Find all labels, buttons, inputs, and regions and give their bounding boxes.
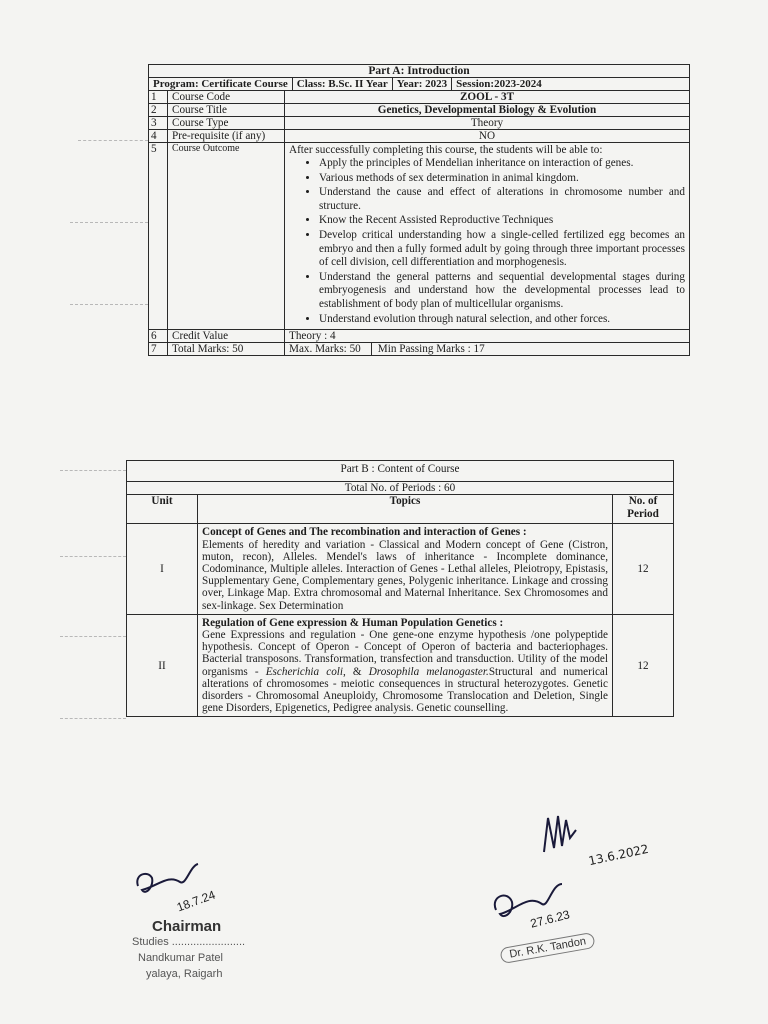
part-b-table [126,460,674,717]
credit-value: Theory : 4 [285,330,690,343]
unit-row [127,614,674,717]
max-marks: Max. Marks: 50 [289,343,361,356]
row-total-marks [149,343,690,356]
outcome-item: • Develop critical understanding how a single-celled fertilized egg becomes an embryo and then a fully formed adult by going through three important processes of cell division, cell differentiation and morphogenesis. [319,229,685,270]
row-number: 1 [149,91,168,104]
unit-topics [198,524,613,614]
unit-heading: Regulation of Gene expression & Human Population Genetics : [202,616,504,629]
outcome-item: • Know the Recent Assisted Reproductive Techniques [319,214,685,228]
row-prerequisite [149,130,690,143]
outcome-item: • Various methods of sex determination in animal kingdom. [319,172,685,186]
outcome-list [289,157,685,326]
row-number: 6 [149,330,168,343]
row-number: 2 [149,104,168,117]
period-header: No. of Period [613,495,674,524]
course-outcome-value [285,143,690,330]
row-label: Course Type [168,117,285,130]
total-periods: Total No. of Periods : 60 [127,482,674,495]
signature-bottom-left [128,856,218,916]
row-number: 3 [149,117,168,130]
outcome-item: • Understand the general patterns and sequential developmental stages during embryogenesis and understand how the developmental processes lead to establishment of body plan of multicellular organisms. [319,271,685,312]
unit-body: Elements of heredity and variation - Classical and Modern concept of Gene (Cistron, muton, recon), Alleles. Mendel's laws of inheritance - Incomplete dominance, Codominance, Multiple alleles. Interaction of Genes - Lethal alleles, Pleiotropy, Epistasis, Supplementary Gene, Complementary genes, Polygenic inheritance. Linkage and crossing over, Linkage Map. Extra chromosomal and Maternal Inheritance. Sex Chromosomes and sex-linkage. Sex Determination [202,538,608,612]
part-a-table [148,64,690,356]
row-number: 7 [149,343,168,356]
row-course-outcome [149,143,690,330]
species-name: Escherichia coli [265,665,344,678]
unit-topics [198,614,613,717]
chairman-line: Studies ........................ [132,936,246,948]
unit-number: II [127,614,198,717]
chairman-line: yalaya, Raigarh [146,968,223,980]
program-label: Program: Certificate Course [149,78,293,90]
unit-body-text: Gene Expressions and regulation - One gene-one enzyme hypothesis /one polypeptide hypothesis. Concept of Operon - Concept of Operon of bacteria and bacteriophages. Bacterial transposons. Transformation, transfection and transduction. Utility of the model organisms - [202,629,608,678]
unit-header: Unit [127,495,198,524]
chairman-title: Chairman [152,918,222,935]
unit-periods: 12 [613,614,674,717]
official-stamp: Dr. R.K. Tandon [499,932,596,964]
part-b-title: Part B : Content of Course [127,461,674,482]
row-number: 5 [149,143,168,330]
row-course-code [149,91,690,104]
session-label: Session:2023-2024 [456,78,542,90]
row-label: Credit Value [168,330,285,343]
outcome-item: • Apply the principles of Mendelian inheritance on interaction of genes. [319,157,685,171]
unit-body-text: , & [343,665,369,678]
scan-artifact [60,470,126,472]
marks-value [285,343,690,356]
species-name: Drosophila melanogaster. [368,665,489,678]
row-label: Total Marks: 50 [168,343,285,356]
signature-date: 13.6.2022 [587,841,650,869]
row-course-title [149,104,690,117]
outcome-item: • Understand evolution through natural selection, and other forces. [319,313,685,327]
course-code-value: ZOOL - 3T [285,91,690,104]
topics-header: Topics [198,495,613,524]
scan-artifact [78,140,148,142]
row-label: Course Code [168,91,285,104]
scan-artifact [60,718,126,720]
program-row [149,78,690,91]
signature-date: 27.6.23 [528,907,572,931]
prerequisite-value: NO [285,130,690,143]
unit-body [202,629,608,714]
unit-number: I [127,524,198,614]
scan-artifact [70,222,148,224]
unit-heading: Concept of Genes and The recombination and interaction of Genes : [202,526,527,539]
year-label: Year: 2023 [393,78,452,90]
scan-artifact [60,636,126,638]
row-label: Pre-requisite (if any) [168,130,285,143]
row-credit-value [149,330,690,343]
part-a-title: Part A: Introduction [149,65,690,78]
min-passing-marks: Min Passing Marks : 17 [371,343,495,355]
course-title-value: Genetics, Developmental Biology & Evolution [285,104,690,117]
outcome-intro: After successfully completing this course, the students will be able to: [289,144,603,156]
unit-periods: 12 [613,524,674,614]
course-type-value: Theory [285,117,690,130]
part-b-header-row [127,495,674,524]
scan-artifact [70,304,148,306]
chairman-line: Nandkumar Patel [138,952,223,964]
unit-row [127,524,674,614]
row-course-type [149,117,690,130]
handwritten-signature-icon [128,856,218,916]
row-label: Course Title [168,104,285,117]
row-number: 4 [149,130,168,143]
outcome-item: • Understand the cause and effect of alterations in chromosome number and structure. [319,186,685,213]
unit-body-text: Structural and numerical alterations of chromosomes - meiotic consequences in structural heterozygotes. Genetic disorders - Chromosomal Aneuploidy, Chromosome Translocation and Deletion, Single gene Disorders, Epigenetics, Pedigree analysis. Genetic counselling. [202,665,608,715]
scan-artifact [60,556,126,558]
signature-date: 18.7.24 [174,887,218,915]
row-label: Course Outcome [168,143,285,330]
class-label: Class: B.Sc. II Year [293,78,393,90]
